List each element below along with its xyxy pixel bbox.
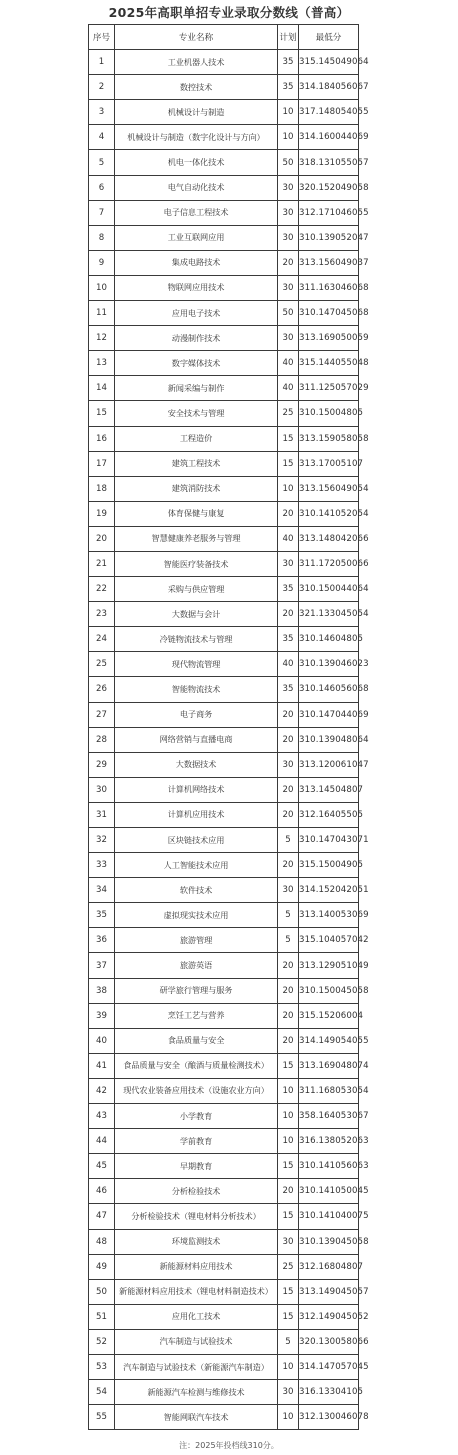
min-score-cell: 313.120061047: [299, 752, 359, 777]
plan-count-cell: 20: [278, 777, 299, 802]
table-row: [89, 928, 359, 953]
major-name-cell: 智能医疗装备技术: [115, 551, 278, 576]
row-number-cell: 11: [89, 301, 115, 326]
table-body: [89, 50, 369, 1430]
major-name-cell: 新闻采编与制作: [115, 376, 278, 401]
table-row: [89, 1078, 359, 1103]
row-number-cell: 54: [89, 1380, 115, 1405]
major-name-cell: 区块链技术应用: [115, 828, 278, 853]
plan-count-cell: 35: [278, 677, 299, 702]
row-number-cell: 20: [89, 526, 115, 551]
table-row: [89, 175, 359, 200]
row-number-cell: 30: [89, 777, 115, 802]
row-number-cell: 14: [89, 376, 115, 401]
plan-count-cell: 15: [278, 1154, 299, 1179]
row-number-cell: 40: [89, 1028, 115, 1053]
min-score-cell: 310.150045058: [299, 978, 359, 1003]
table-row: [89, 953, 359, 978]
table-row: [89, 1354, 359, 1379]
row-number-cell: 43: [89, 1104, 115, 1129]
plan-count-cell: 10: [278, 125, 299, 150]
major-name-cell: 动漫制作技术: [115, 326, 278, 351]
plan-count-cell: 30: [278, 752, 299, 777]
major-name-cell: 机械设计与制造: [115, 100, 278, 125]
table-row: [89, 125, 359, 150]
min-score-cell: 310.141050045: [299, 1179, 359, 1204]
plan-count-cell: 20: [278, 1003, 299, 1028]
major-name-cell: 建筑消防技术: [115, 476, 278, 501]
min-score-cell: 313.169050059: [299, 326, 359, 351]
row-number-cell: 44: [89, 1129, 115, 1154]
plan-count-cell: 35: [278, 577, 299, 602]
row-number-cell: 18: [89, 476, 115, 501]
min-score-cell: 314.149054055: [299, 1028, 359, 1053]
table-row: [89, 1304, 359, 1329]
major-name-cell: 研学旅行管理与服务: [115, 978, 278, 1003]
table-row: [89, 752, 359, 777]
plan-count-cell: 30: [278, 1229, 299, 1254]
plan-count-cell: 5: [278, 1329, 299, 1354]
major-name-cell: 人工智能技术应用: [115, 853, 278, 878]
table-row: [89, 225, 359, 250]
min-score-cell: 313.156049037: [299, 250, 359, 275]
row-number-cell: 23: [89, 602, 115, 627]
major-name-cell: 数字媒体技术: [115, 351, 278, 376]
plan-count-cell: 50: [278, 301, 299, 326]
plan-count-cell: 30: [278, 200, 299, 225]
min-score-cell: 312.16405505: [299, 802, 359, 827]
table-row: [89, 1204, 359, 1229]
row-number-cell: 33: [89, 853, 115, 878]
plan-count-cell: 5: [278, 903, 299, 928]
plan-count-cell: 35: [278, 627, 299, 652]
row-number-cell: 7: [89, 200, 115, 225]
min-score-cell: 358.164053067: [299, 1104, 359, 1129]
plan-count-cell: 10: [278, 1354, 299, 1379]
table-row: [89, 351, 359, 376]
plan-count-cell: 40: [278, 652, 299, 677]
major-name-cell: 大数据与会计: [115, 602, 278, 627]
row-number-cell: 13: [89, 351, 115, 376]
major-name-cell: 计算机网络技术: [115, 777, 278, 802]
row-number-cell: 3: [89, 100, 115, 125]
major-name-cell: 机械设计与制造（数字化设计与方向）: [115, 125, 278, 150]
plan-count-cell: 10: [278, 1405, 299, 1430]
major-name-cell: 智能网联汽车技术: [115, 1405, 278, 1430]
min-score-cell: 315.15206004: [299, 1003, 359, 1028]
plan-count-cell: 40: [278, 376, 299, 401]
plan-count-cell: 5: [278, 828, 299, 853]
major-name-cell: 数控技术: [115, 75, 278, 100]
major-name-cell: 分析检验技术（锂电材料分析技术）: [115, 1204, 278, 1229]
plan-count-cell: 30: [278, 878, 299, 903]
min-score-cell: 315.15004905: [299, 853, 359, 878]
plan-count-cell: 20: [278, 853, 299, 878]
min-score-cell: 314.152042051: [299, 878, 359, 903]
major-name-cell: 分析检验技术: [115, 1179, 278, 1204]
row-number-cell: 35: [89, 903, 115, 928]
plan-count-cell: 20: [278, 727, 299, 752]
min-score-cell: 314.147057045: [299, 1354, 359, 1379]
table-row: [89, 551, 359, 576]
plan-count-cell: 25: [278, 401, 299, 426]
row-number-cell: 15: [89, 401, 115, 426]
major-name-cell: 新能源材料应用技术（锂电材料制造技术）: [115, 1279, 278, 1304]
footnote: 注：2025年投档线310分。: [179, 1441, 279, 1450]
table-row: [89, 702, 359, 727]
plan-count-cell: 20: [278, 1028, 299, 1053]
table-row: [89, 301, 359, 326]
min-score-cell: 311.163046068: [299, 275, 359, 300]
row-number-cell: 32: [89, 828, 115, 853]
major-name-cell: 建筑工程技术: [115, 451, 278, 476]
row-number-cell: 17: [89, 451, 115, 476]
min-score-cell: 321.133045054: [299, 602, 359, 627]
table-row: [89, 1003, 359, 1028]
major-name-cell: 新能源汽车检测与维修技术: [115, 1380, 278, 1405]
row-number-cell: 52: [89, 1329, 115, 1354]
major-name-cell: 采购与供应管理: [115, 577, 278, 602]
min-score-cell: 316.138052063: [299, 1129, 359, 1154]
min-score-cell: 313.17005107: [299, 451, 359, 476]
plan-count-cell: 10: [278, 1104, 299, 1129]
major-name-cell: 机电一体化技术: [115, 150, 278, 175]
table-row: [89, 1028, 359, 1053]
row-number-cell: 51: [89, 1304, 115, 1329]
table-row: [89, 652, 359, 677]
table-row: [89, 451, 359, 476]
min-score-cell: 310.146056068: [299, 677, 359, 702]
plan-count-cell: 30: [278, 326, 299, 351]
table-row: [89, 853, 359, 878]
min-score-cell: 313.148042066: [299, 526, 359, 551]
row-number-cell: 48: [89, 1229, 115, 1254]
admission-score-table: [88, 24, 369, 1430]
table-row: [89, 777, 359, 802]
row-number-cell: 49: [89, 1254, 115, 1279]
major-name-cell: 食品质量与安全: [115, 1028, 278, 1053]
major-name-cell: 电气自动化技术: [115, 175, 278, 200]
plan-count-cell: 50: [278, 150, 299, 175]
row-number-cell: 31: [89, 802, 115, 827]
plan-count-cell: 15: [278, 451, 299, 476]
table-row: [89, 602, 359, 627]
min-score-cell: 310.147043071: [299, 828, 359, 853]
major-name-cell: 新能源材料应用技术: [115, 1254, 278, 1279]
row-number-cell: 36: [89, 928, 115, 953]
row-number-cell: 50: [89, 1279, 115, 1304]
table-row: [89, 1229, 359, 1254]
plan-count-cell: 30: [278, 551, 299, 576]
major-name-cell: 智慧健康养老服务与管理: [115, 526, 278, 551]
min-score-cell: 320.152049058: [299, 175, 359, 200]
major-name-cell: 大数据技术: [115, 752, 278, 777]
table-row: [89, 501, 359, 526]
row-number-cell: 34: [89, 878, 115, 903]
row-number-cell: 24: [89, 627, 115, 652]
major-name-cell: 旅游管理: [115, 928, 278, 953]
table-row: [89, 100, 359, 125]
table-row: [89, 1154, 359, 1179]
row-number-cell: 1: [89, 50, 115, 75]
major-name-cell: 烹饪工艺与营养: [115, 1003, 278, 1028]
plan-count-cell: 20: [278, 602, 299, 627]
header-min-score: 最低分: [299, 25, 359, 50]
plan-count-cell: 40: [278, 526, 299, 551]
table-row: [89, 627, 359, 652]
min-score-cell: 313.129051049: [299, 953, 359, 978]
plan-count-cell: 40: [278, 351, 299, 376]
major-name-cell: 现代农业装备应用技术（设施农业方向）: [115, 1078, 278, 1103]
major-name-cell: 汽车制造与试验技术: [115, 1329, 278, 1354]
plan-count-cell: 5: [278, 928, 299, 953]
major-name-cell: 旅游英语: [115, 953, 278, 978]
plan-count-cell: 15: [278, 1279, 299, 1304]
major-name-cell: 应用化工技术: [115, 1304, 278, 1329]
row-number-cell: 38: [89, 978, 115, 1003]
row-number-cell: 53: [89, 1354, 115, 1379]
min-score-cell: 315.144055048: [299, 351, 359, 376]
min-score-cell: 313.149045057: [299, 1279, 359, 1304]
major-name-cell: 环境监测技术: [115, 1229, 278, 1254]
table-row: [89, 1405, 359, 1430]
header-plan: 计划: [278, 25, 299, 50]
min-score-cell: 310.139048064: [299, 727, 359, 752]
table-row: [89, 577, 359, 602]
min-score-cell: 312.130046078: [299, 1405, 359, 1430]
row-number-cell: 22: [89, 577, 115, 602]
plan-count-cell: 30: [278, 1380, 299, 1405]
plan-count-cell: 15: [278, 1204, 299, 1229]
min-score-cell: 310.14604805: [299, 627, 359, 652]
row-number-cell: 4: [89, 125, 115, 150]
min-score-cell: 316.13304105: [299, 1380, 359, 1405]
major-name-cell: 集成电路技术: [115, 250, 278, 275]
row-number-cell: 5: [89, 150, 115, 175]
row-number-cell: 45: [89, 1154, 115, 1179]
plan-count-cell: 30: [278, 175, 299, 200]
row-number-cell: 37: [89, 953, 115, 978]
table-row: [89, 1254, 359, 1279]
row-number-cell: 2: [89, 75, 115, 100]
row-number-cell: 41: [89, 1053, 115, 1078]
plan-count-cell: 20: [278, 1179, 299, 1204]
plan-count-cell: 20: [278, 978, 299, 1003]
row-number-cell: 42: [89, 1078, 115, 1103]
row-number-cell: 9: [89, 250, 115, 275]
major-name-cell: 工业机器人技术: [115, 50, 278, 75]
major-name-cell: 软件技术: [115, 878, 278, 903]
plan-count-cell: 25: [278, 1254, 299, 1279]
plan-count-cell: 30: [278, 225, 299, 250]
table-row: [89, 978, 359, 1003]
major-name-cell: 学前教育: [115, 1129, 278, 1154]
row-number-cell: 27: [89, 702, 115, 727]
major-name-cell: 智能物流技术: [115, 677, 278, 702]
row-number-cell: 39: [89, 1003, 115, 1028]
plan-count-cell: 10: [278, 100, 299, 125]
row-number-cell: 29: [89, 752, 115, 777]
min-score-cell: 310.139052047: [299, 225, 359, 250]
header-major-name: 专业名称: [115, 25, 278, 50]
table-row: [89, 1279, 359, 1304]
major-name-cell: 工程造价: [115, 426, 278, 451]
table-row: [89, 677, 359, 702]
major-name-cell: 小学教育: [115, 1104, 278, 1129]
plan-count-cell: 10: [278, 476, 299, 501]
plan-count-cell: 15: [278, 1053, 299, 1078]
major-name-cell: 体育保健与康复: [115, 501, 278, 526]
plan-count-cell: 10: [278, 1078, 299, 1103]
major-name-cell: 食品质量与安全（酿酒与质量检测技术）: [115, 1053, 278, 1078]
table-row: [89, 250, 359, 275]
min-score-cell: 312.171046055: [299, 200, 359, 225]
min-score-cell: 310.141052054: [299, 501, 359, 526]
plan-count-cell: 35: [278, 50, 299, 75]
plan-count-cell: 35: [278, 75, 299, 100]
min-score-cell: 313.14504807: [299, 777, 359, 802]
table-row: [89, 326, 359, 351]
min-score-cell: 310.139045058: [299, 1229, 359, 1254]
row-number-cell: 55: [89, 1405, 115, 1430]
page-title: 2025年高职单招专业录取分数线（普高）: [108, 5, 350, 20]
row-number-cell: 10: [89, 275, 115, 300]
min-score-cell: 313.169048074: [299, 1053, 359, 1078]
min-score-cell: 312.16804807: [299, 1254, 359, 1279]
row-number-cell: 8: [89, 225, 115, 250]
table-row: [89, 828, 359, 853]
major-name-cell: 网络营销与直播电商: [115, 727, 278, 752]
plan-count-cell: 10: [278, 1129, 299, 1154]
table-row: [89, 878, 359, 903]
table-row: [89, 1179, 359, 1204]
table-row: [89, 75, 359, 100]
min-score-cell: 310.147044069: [299, 702, 359, 727]
table-header-row: [89, 25, 359, 50]
major-name-cell: 工业互联网应用: [115, 225, 278, 250]
row-number-cell: 19: [89, 501, 115, 526]
min-score-cell: 315.104057042: [299, 928, 359, 953]
table-row: [89, 727, 359, 752]
plan-count-cell: 30: [278, 275, 299, 300]
table-row: [89, 476, 359, 501]
major-name-cell: 冷链物流技术与管理: [115, 627, 278, 652]
plan-count-cell: 15: [278, 426, 299, 451]
table-row: [89, 50, 359, 75]
table-row: [89, 903, 359, 928]
min-score-cell: 315.145049064: [299, 50, 359, 75]
major-name-cell: 物联网应用技术: [115, 275, 278, 300]
major-name-cell: 现代物流管理: [115, 652, 278, 677]
min-score-cell: 310.15004805: [299, 401, 359, 426]
row-number-cell: 25: [89, 652, 115, 677]
row-number-cell: 26: [89, 677, 115, 702]
min-score-cell: 314.160044069: [299, 125, 359, 150]
plan-count-cell: 15: [278, 1304, 299, 1329]
min-score-cell: 311.172050066: [299, 551, 359, 576]
major-name-cell: 应用电子技术: [115, 301, 278, 326]
min-score-cell: 311.125057029: [299, 376, 359, 401]
row-number-cell: 21: [89, 551, 115, 576]
header-no: 序号: [89, 25, 115, 50]
table-row: [89, 426, 359, 451]
plan-count-cell: 20: [278, 501, 299, 526]
table-row: [89, 1129, 359, 1154]
table-row: [89, 376, 359, 401]
min-score-cell: 313.156049054: [299, 476, 359, 501]
min-score-cell: 314.184056067: [299, 75, 359, 100]
min-score-cell: 310.147045068: [299, 301, 359, 326]
min-score-cell: 310.141056063: [299, 1154, 359, 1179]
plan-count-cell: 20: [278, 250, 299, 275]
row-number-cell: 6: [89, 175, 115, 200]
table-row: [89, 802, 359, 827]
min-score-cell: 312.149045052: [299, 1304, 359, 1329]
major-name-cell: 安全技术与管理: [115, 401, 278, 426]
major-name-cell: 电子信息工程技术: [115, 200, 278, 225]
table-row: [89, 200, 359, 225]
min-score-cell: 313.159058058: [299, 426, 359, 451]
major-name-cell: 汽车制造与试验技术（新能源汽车制造）: [115, 1354, 278, 1379]
plan-count-cell: 20: [278, 702, 299, 727]
table-row: [89, 150, 359, 175]
table-row: [89, 1329, 359, 1354]
min-score-cell: 313.140053069: [299, 903, 359, 928]
table-row: [89, 1053, 359, 1078]
major-name-cell: 虚拟现实技术应用: [115, 903, 278, 928]
major-name-cell: 计算机应用技术: [115, 802, 278, 827]
table-row: [89, 401, 359, 426]
row-number-cell: 28: [89, 727, 115, 752]
min-score-cell: 311.168053054: [299, 1078, 359, 1103]
min-score-cell: 317.148054055: [299, 100, 359, 125]
row-number-cell: 47: [89, 1204, 115, 1229]
row-number-cell: 46: [89, 1179, 115, 1204]
table-row: [89, 1380, 359, 1405]
major-name-cell: 早期教育: [115, 1154, 278, 1179]
major-name-cell: 电子商务: [115, 702, 278, 727]
row-number-cell: 12: [89, 326, 115, 351]
plan-count-cell: 20: [278, 953, 299, 978]
min-score-cell: 320.130058066: [299, 1329, 359, 1354]
plan-count-cell: 20: [278, 802, 299, 827]
min-score-cell: 310.139046023: [299, 652, 359, 677]
min-score-cell: 310.141040075: [299, 1204, 359, 1229]
row-number-cell: 16: [89, 426, 115, 451]
min-score-cell: 318.131055057: [299, 150, 359, 175]
min-score-cell: 310.150044064: [299, 577, 359, 602]
table-row: [89, 275, 359, 300]
table-row: [89, 1104, 359, 1129]
table-row: [89, 526, 359, 551]
